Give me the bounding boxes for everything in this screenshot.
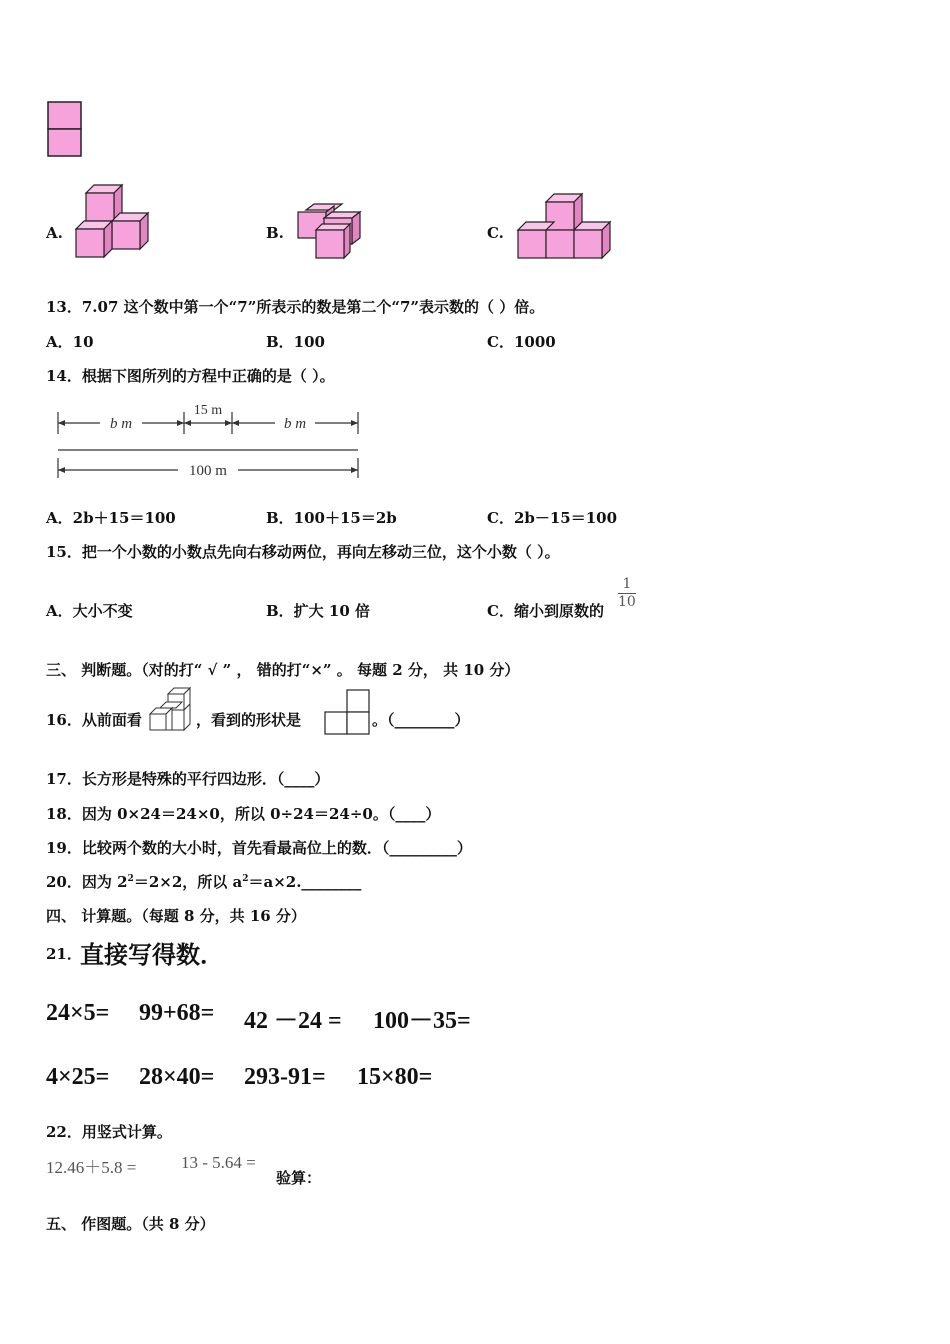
q16-suffix: 。（________） — [372, 711, 470, 729]
q20-text-mid: ＝2×2，所以 a — [133, 873, 243, 891]
q14-question: 14．根据下图所列的方程中正确的是（ ）。 — [46, 367, 335, 385]
section3-title: 三、 判断题。（对的打“ √ ” ， 错的打“×” 。 每题 2 分， 共 10 分） — [46, 661, 520, 679]
q13-option-a: A．10 — [46, 333, 94, 351]
q14-label-seg3: b m — [283, 416, 307, 432]
q20-sup1: 2 — [127, 874, 134, 884]
q12-reference-view — [46, 100, 84, 158]
q12-option-b-cubes — [294, 200, 366, 262]
q12-option-a-label: A. — [46, 224, 63, 242]
q14-segment-diagram — [50, 398, 370, 486]
q21-row2-item3: 293-91= — [244, 1064, 326, 1090]
q13-question: 13．7.07 这个数中第一个“7”所表示的数是第二个“7”表示数的（ ）倍。 — [46, 298, 545, 316]
q21-row2-item4: 15×80= — [357, 1064, 433, 1090]
q18-question: 18．因为 0×24＝24×0，所以 0÷24＝24÷0。（____） — [46, 805, 441, 823]
q21-row1-item3: 42 －24 = — [244, 1008, 342, 1034]
q20-sup2: 2 — [242, 874, 249, 884]
q16-middle: ，看到的形状是 — [196, 711, 302, 729]
q20-text-pre: 20．因为 2 — [46, 873, 128, 891]
q21-title: 直接写得数． — [80, 941, 224, 969]
q13-option-c: C．1000 — [487, 333, 556, 351]
q12-option-a-cubes — [74, 183, 154, 263]
q21-row1-item2: 99+68= — [139, 1000, 215, 1026]
q21-row1-item4: 100－35= — [373, 1008, 471, 1034]
q21-number: 21． — [46, 945, 82, 963]
q15-fraction — [618, 576, 636, 611]
q16-cube-stack — [148, 684, 194, 734]
q14-option-c: C．2b－15＝100 — [487, 509, 618, 527]
q14-label-seg2: 15 m — [193, 403, 223, 418]
q15-fraction-numerator: 1 — [618, 576, 636, 594]
q12-option-b-label: B. — [266, 224, 284, 242]
q22-check-label: 验算： — [276, 1169, 322, 1187]
q20-question — [46, 871, 361, 892]
q13-option-b: B．100 — [266, 333, 325, 351]
q20-text-post: ＝a×2.________ — [248, 873, 362, 891]
q17-question: 17．长方形是特殊的平行四边形．（____） — [46, 770, 330, 788]
q14-label-seg1: b m — [109, 416, 133, 432]
q21-row2-item2: 28×40= — [139, 1064, 215, 1090]
q15-option-c: C．缩小到原数的 — [487, 602, 604, 620]
q19-question: 19．比较两个数的大小时，首先看最高位上的数．（_________） — [46, 839, 472, 857]
q14-option-b: B．100＋15＝2b — [266, 509, 397, 527]
q22-expression-2: 13 - 5.64 = — [181, 1153, 256, 1172]
q15-fraction-denominator: 10 — [618, 594, 636, 610]
q15-option-b: B．扩大 10 倍 — [266, 602, 370, 620]
q16-prefix: 16．从前面看 — [46, 711, 142, 729]
q21-row1-item1: 24×5= — [46, 1000, 110, 1026]
q21-row2-item1: 4×25= — [46, 1064, 110, 1090]
section5-title: 五、 作图题。（共 8 分） — [46, 1215, 215, 1233]
q12-option-c-label: C. — [487, 224, 504, 242]
q22-expression-1: 12.46＋5.8 = — [46, 1158, 137, 1177]
q15-option-a: A．大小不变 — [46, 602, 133, 620]
q14-option-a: A．2b＋15＝100 — [46, 509, 176, 527]
q22-question: 22．用竖式计算。 — [46, 1123, 172, 1141]
q15-question: 15．把一个小数的小数点先向右移动两位，再向左移动三位，这个小数（ ）。 — [46, 543, 560, 561]
q12-option-c-cubes — [516, 192, 614, 262]
q16-front-view-shape — [322, 688, 372, 736]
section4-title: 四、 计算题。（每题 8 分，共 16 分） — [46, 907, 306, 925]
q14-label-total: 100 m — [189, 463, 227, 479]
